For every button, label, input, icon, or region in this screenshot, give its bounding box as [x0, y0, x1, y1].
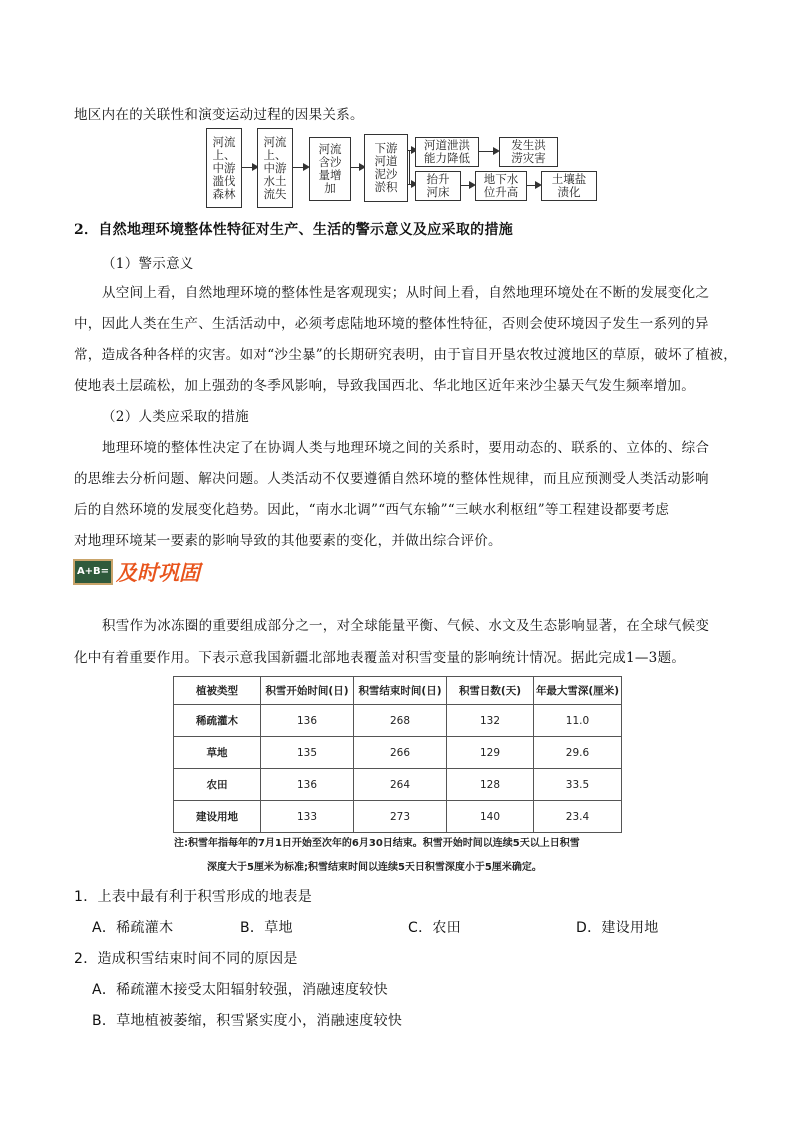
table-cell: 农田	[174, 769, 261, 801]
q2-option-a[interactable]: A．稀疏灌木接受太阳辐射较强，消融速度较快	[92, 982, 388, 998]
paragraph-line: 的思维去分析问题、解决问题。人类活动不仅要遵循自然环境的整体性规律，而且应预测受人类活动影响	[74, 471, 709, 487]
flow-box-2-text	[264, 136, 287, 201]
flow-box-8-text	[484, 173, 519, 199]
table-cell: 268	[354, 705, 447, 737]
question-1-stem: 1．上表中最有利于积雪形成的地表是	[74, 889, 313, 905]
table-header-cell: 植被类型	[174, 677, 261, 705]
flow-box-line: 上、	[263, 147, 287, 162]
table-header-row	[174, 677, 622, 705]
table-cell: 133	[261, 801, 354, 833]
section-2-title: 2．自然地理环境整体性特征对生产、生活的警示意义及应采取的措施	[74, 222, 514, 238]
question-intro-line: 积雪作为冰冻圈的重要组成部分之一，对全球能量平衡、气候、水文及生态影响显著，在全球气候变	[102, 618, 710, 634]
flow-box-4-text	[375, 142, 398, 194]
flow-box-line: 抬升	[426, 172, 450, 186]
table-cell: 29.6	[534, 737, 622, 769]
flow-box-line: 位升高	[483, 185, 519, 199]
blackboard-badge: A+B=	[73, 559, 113, 585]
flow-box-4	[364, 134, 408, 202]
flow-box-line: 森林	[212, 186, 236, 201]
flow-box-line: 上、	[212, 147, 236, 162]
flow-box-line: 地下水	[483, 172, 519, 186]
flow-box-line: 河道	[374, 154, 398, 168]
q1-option-a[interactable]: A．稀疏灌木	[92, 920, 174, 936]
arrow-4a	[407, 150, 412, 151]
table-cell: 135	[261, 737, 354, 769]
arrow-1	[241, 167, 253, 168]
table-cell: 136	[261, 705, 354, 737]
flow-box-7-text	[427, 173, 450, 199]
table-cell: 264	[354, 769, 447, 801]
table-header-cell: 积雪结束时间(日)	[354, 677, 447, 705]
q1-option-c[interactable]: C．农田	[408, 920, 461, 936]
arrow-5	[478, 151, 494, 152]
table-note-line: 深度大于5厘米为标准;积雪结束时间以连续5天日积雪深度小于5厘米确定。	[207, 862, 542, 873]
arrow-7	[460, 185, 470, 186]
table-cell: 140	[447, 801, 534, 833]
flow-box-line: 水土	[263, 173, 287, 188]
flow-box-6	[499, 137, 558, 167]
flow-box-line: 河床	[426, 185, 450, 199]
table-row	[174, 769, 622, 801]
table-header-cell: 积雪日数(天)	[447, 677, 534, 705]
flow-box-9	[541, 171, 597, 201]
flow-box-9-text	[552, 173, 587, 199]
flow-box-7	[415, 171, 461, 201]
paragraph-line: 使地表土层疏松，加上强劲的冬季风影响，导致我国西北、华北地区近年来沙尘暴天气发生频率增加。	[74, 378, 695, 394]
flow-box-line: 发生洪	[511, 138, 546, 152]
q1-option-b[interactable]: B．草地	[240, 920, 293, 936]
flow-box-line: 河流	[212, 134, 236, 149]
flow-box-line: 中游	[263, 160, 287, 175]
table-cell: 33.5	[534, 769, 622, 801]
arrow-8	[526, 185, 536, 186]
table-row	[174, 705, 622, 737]
subsection-1-title: （1）警示意义	[102, 256, 194, 272]
paragraph-line: 常，造成各种各样的灾害。如对“沙尘暴”的长期研究表明，由于盲目开垦农牧过渡地区的草原，破坏了植被，	[74, 347, 738, 363]
flow-box-line: 土壤盐	[551, 172, 587, 186]
flow-box-1	[206, 128, 242, 208]
flow-box-5-text	[424, 139, 470, 165]
table-cell: 23.4	[534, 801, 622, 833]
table-cell: 11.0	[534, 705, 622, 737]
paragraph-line: 中，因此人类在生产、生活活动中，必须考虑陆地环境的整体性特征，否则会使环境因子发生一系列的异	[74, 316, 709, 332]
paragraph-line: 对地理环境某一要素的影响导致的其他要素的变化，并做出综合评价。	[74, 533, 502, 549]
table-header-cell: 年最大雪深(厘米)	[534, 677, 622, 705]
table-cell: 建设用地	[174, 801, 261, 833]
table-cell: 266	[354, 737, 447, 769]
flow-box-3	[309, 137, 351, 201]
table-cell: 草地	[174, 737, 261, 769]
question-2-stem: 2．造成积雪结束时间不同的原因是	[74, 951, 298, 967]
flow-box-line: 中游	[212, 160, 236, 175]
table-cell: 稀疏灌木	[174, 705, 261, 737]
flow-box-2	[257, 128, 293, 208]
q2-option-b[interactable]: B．草地植被萎缩，积雪紧实度小，消融速度较快	[92, 1013, 403, 1029]
arrow-3	[350, 167, 360, 168]
flow-box-line: 含沙	[318, 155, 342, 169]
table-cell: 273	[354, 801, 447, 833]
flow-box-line: 流失	[263, 186, 287, 201]
q1-option-d[interactable]: D．建设用地	[576, 920, 659, 936]
flow-box-6-text	[511, 139, 546, 165]
paragraph-line: 从空间上看，自然地理环境的整体性是客观现实；从时间上看，自然地理环境处在不断的发展变化之	[102, 285, 710, 301]
arrow-2	[292, 167, 304, 168]
table-cell: 129	[447, 737, 534, 769]
branch-line	[409, 150, 410, 184]
consolidation-banner	[73, 557, 200, 587]
flow-box-3-text	[319, 143, 342, 195]
flow-box-line: 能力降低	[424, 151, 470, 165]
flow-box-line: 河道泄洪	[424, 138, 470, 152]
arrow-4b	[407, 184, 412, 185]
intro-line: 地区内在的关联性和演变运动过程的因果关系。	[74, 107, 364, 123]
snow-cover-table	[173, 676, 622, 833]
table-cell: 128	[447, 769, 534, 801]
flow-box-line: 河流	[318, 142, 342, 156]
question-intro-line: 化中有着重要作用。下表示意我国新疆北部地表覆盖对积雪变量的影响统计情况。据此完成1—3题。	[74, 650, 686, 666]
flow-box-1-text	[213, 136, 236, 201]
flow-box-line: 淤积	[374, 180, 398, 194]
table-header-cell: 积雪开始时间(日)	[261, 677, 354, 705]
flow-box-5	[415, 137, 479, 167]
table-cell: 132	[447, 705, 534, 737]
subsection-2-title: （2）人类应采取的措施	[102, 409, 249, 425]
flow-box-line: 量增	[318, 168, 342, 182]
flow-box-line: 加	[324, 181, 336, 195]
flow-box-line: 下游	[374, 141, 398, 155]
paragraph-line: 后的自然环境的发展变化趋势。因此，“南水北调”“西气东输”“三峡水利枢纽”等工程建设都要考虑	[74, 502, 670, 518]
banner-title: 及时巩固	[116, 561, 200, 585]
paragraph-line: 地理环境的整体性决定了在协调人类与地理环境之间的关系时，要用动态的、联系的、立体的、综合	[102, 440, 710, 456]
flow-box-line: 涝灾害	[511, 151, 546, 165]
table-row	[174, 801, 622, 833]
flow-box-line: 河流	[263, 134, 287, 149]
flow-box-line: 泥沙	[374, 167, 398, 181]
flow-box-line: 渍化	[557, 185, 581, 199]
flow-box-line: 滥伐	[212, 173, 236, 188]
table-note-line: 注:积雪年指每年的7月1日开始至次年的6月30日结束。积雪开始时间以连续5天以上日积雪	[174, 838, 580, 849]
table-cell: 136	[261, 769, 354, 801]
table-row	[174, 737, 622, 769]
flow-box-8	[475, 171, 527, 201]
